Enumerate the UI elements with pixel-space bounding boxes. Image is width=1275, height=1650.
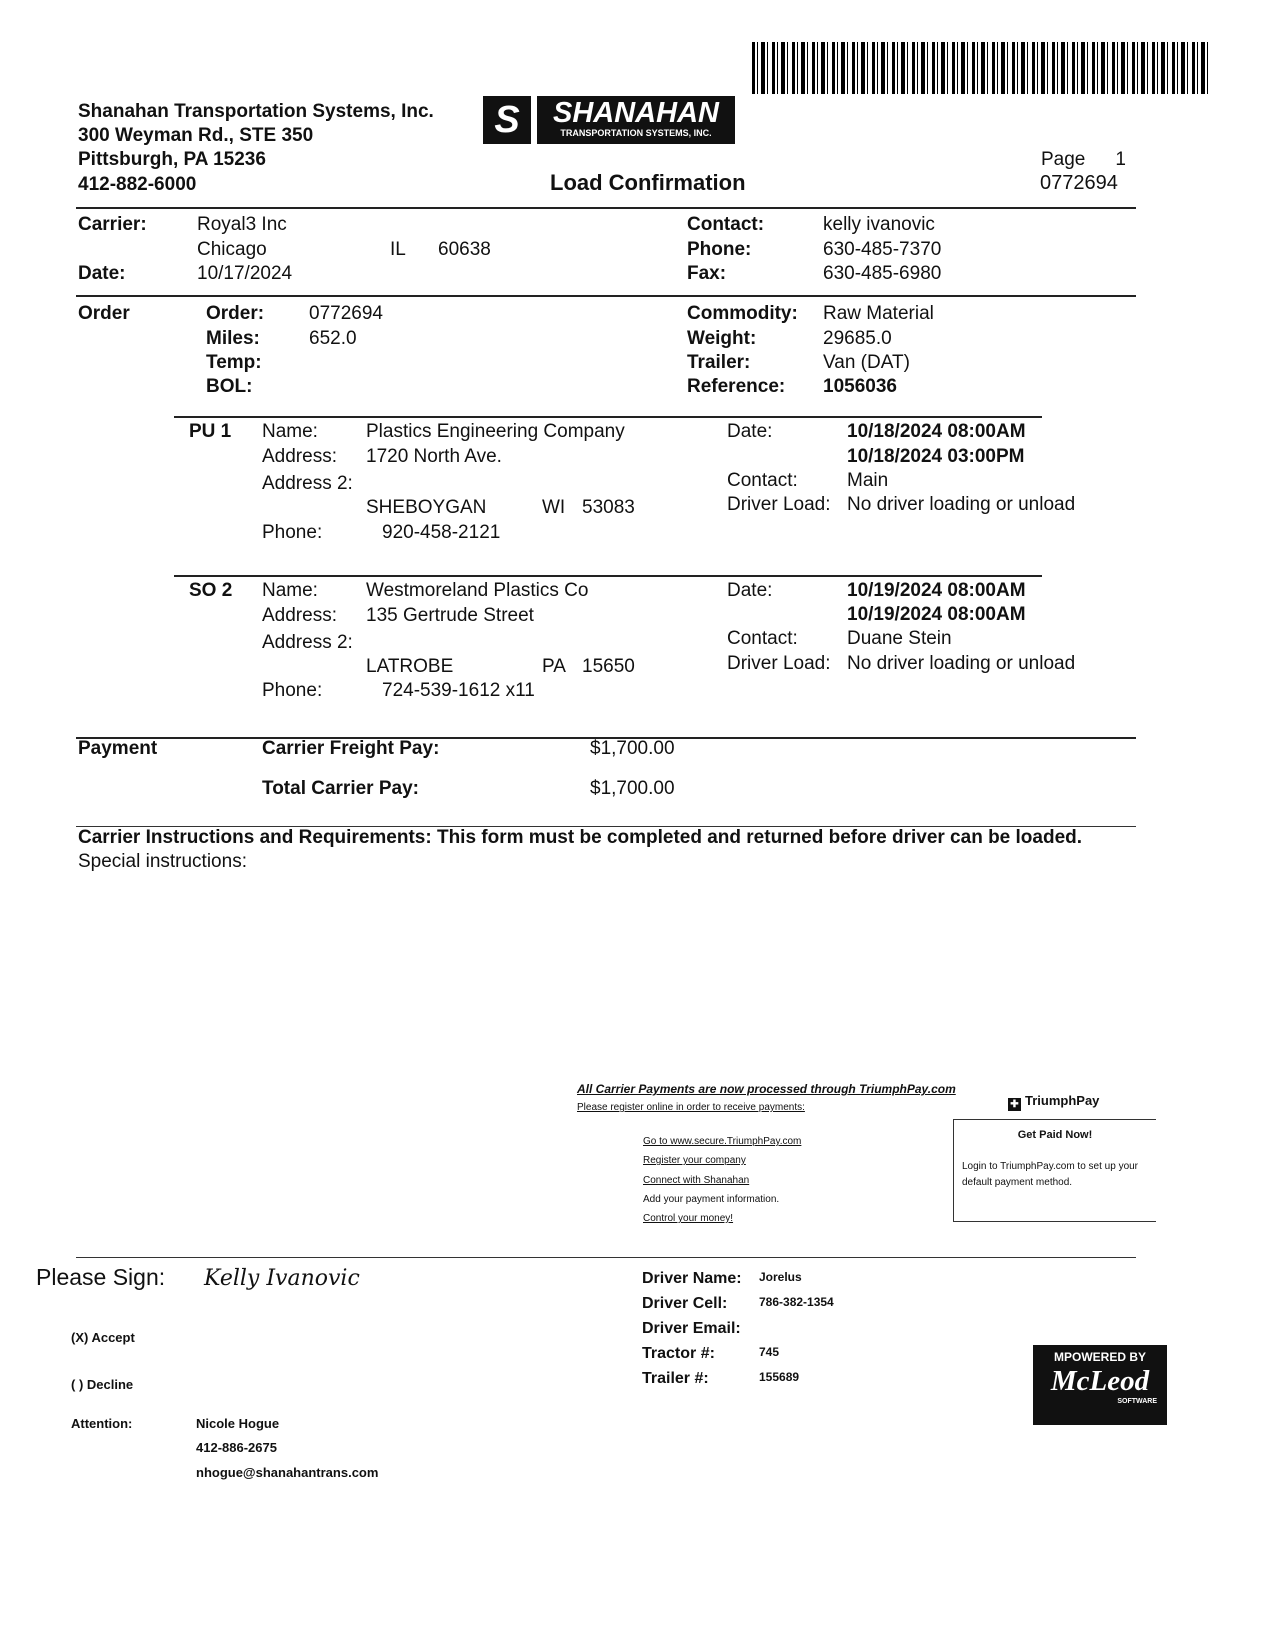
accept-option[interactable]: (X) Accept xyxy=(71,1330,135,1345)
order-section-label: Order xyxy=(78,303,130,324)
divider xyxy=(76,295,1136,297)
stop-state: PA xyxy=(542,656,566,677)
mcleod-logo xyxy=(1033,1345,1167,1425)
mcleod-top: MPOWERED BY xyxy=(1053,1350,1146,1364)
attention-label: Attention: xyxy=(71,1416,133,1431)
mcleod-brand: McLeod xyxy=(1050,1365,1150,1397)
trailer-label: Trailer: xyxy=(687,352,751,373)
fax-label: Fax: xyxy=(687,263,727,284)
barcode xyxy=(752,42,1212,94)
stop-address-label: Address: xyxy=(262,605,337,626)
stop-name-label: Name: xyxy=(262,421,318,442)
triumph-box xyxy=(953,1119,1156,1222)
bol-label: BOL: xyxy=(206,376,253,397)
stop-date-1: 10/18/2024 08:00AM xyxy=(847,421,1026,442)
date-value: 10/17/2024 xyxy=(197,263,293,284)
driver-email-label: Driver Email: xyxy=(642,1320,741,1337)
special-instructions: Special instructions: xyxy=(78,851,247,872)
divider xyxy=(174,416,1042,418)
fax-value: 630-485-6980 xyxy=(823,263,942,284)
attention-name: Nicole Hogue xyxy=(196,1416,280,1431)
commodity-label: Commodity: xyxy=(687,303,798,324)
stop-driver-load: No driver loading or unload xyxy=(847,494,1076,515)
stop-address2-label: Address 2: xyxy=(262,632,353,653)
triumph-step-link[interactable]: Control your money! xyxy=(643,1213,734,1224)
stop-city: SHEBOYGAN xyxy=(366,497,487,518)
stop-name-label: Name: xyxy=(262,580,318,601)
stop-code: SO 2 xyxy=(189,580,233,601)
tractor-label: Tractor #: xyxy=(642,1345,715,1362)
triumph-step-link[interactable]: Register your company xyxy=(643,1155,746,1166)
stop-contact: Main xyxy=(847,470,889,491)
stop-date-label: Date: xyxy=(727,580,773,601)
stop-driver-load: No driver loading or unload xyxy=(847,653,1076,674)
payment-section-label: Payment xyxy=(78,738,158,759)
shanahan-logo xyxy=(483,96,735,144)
logo-s-icon: S xyxy=(483,96,531,144)
decline-option[interactable]: ( ) Decline xyxy=(71,1377,134,1392)
stop-phone: 920-458-2121 xyxy=(382,522,501,543)
phone-value: 630-485-7370 xyxy=(823,239,942,260)
company-address2: Pittsburgh, PA 15236 xyxy=(78,149,266,170)
date-label: Date: xyxy=(78,263,126,284)
temp-label: Temp: xyxy=(206,352,262,373)
header-order-number: 0772694 xyxy=(1040,172,1118,194)
divider xyxy=(174,575,1042,577)
carrier-city: Chicago xyxy=(197,239,267,260)
page-label: Page 1 xyxy=(1041,149,1126,170)
stop-date-1: 10/19/2024 08:00AM xyxy=(847,580,1026,601)
triumph-box-text: Login to TriumphPay.com to set up your default payment method. xyxy=(962,1161,1139,1188)
company-phone: 412-882-6000 xyxy=(78,174,197,195)
triumph-icon: ✚ xyxy=(1008,1098,1021,1111)
stop-phone: 724-539-1612 x11 xyxy=(382,680,535,701)
freight-pay-label: Carrier Freight Pay: xyxy=(262,738,440,759)
stop-address: 1720 North Ave. xyxy=(366,446,502,467)
divider xyxy=(76,207,1136,209)
miles-value: 652.0 xyxy=(309,328,357,349)
stop-name: Westmoreland Plastics Co xyxy=(366,580,589,601)
trailer-number-value: 155689 xyxy=(759,1370,800,1384)
mcleod-sub: SOFTWARE xyxy=(1117,1398,1157,1405)
trailer-number-label: Trailer #: xyxy=(642,1370,709,1387)
carrier-label: Carrier: xyxy=(78,214,147,235)
triumph-step-link[interactable]: Connect with Shanahan xyxy=(643,1175,750,1186)
stop-state: WI xyxy=(542,497,566,518)
driver-cell-label: Driver Cell: xyxy=(642,1295,728,1312)
total-pay-value: $1,700.00 xyxy=(590,778,675,799)
trailer-value: Van (DAT) xyxy=(823,352,910,373)
contact-label: Contact: xyxy=(687,214,765,235)
carrier-name: Royal3 Inc xyxy=(197,214,287,235)
logo-subtitle: TRANSPORTATION SYSTEMS, INC. xyxy=(560,128,712,138)
order-label: Order: xyxy=(206,303,265,324)
driver-name: Jorelus xyxy=(759,1270,802,1284)
stop-address2-label: Address 2: xyxy=(262,473,353,494)
company-name: Shanahan Transportation Systems, Inc. xyxy=(78,101,434,122)
reference-value: 1056036 xyxy=(823,376,897,397)
total-pay-label: Total Carrier Pay: xyxy=(262,778,419,799)
driver-name-label: Driver Name: xyxy=(642,1270,742,1287)
stop-contact-label: Contact: xyxy=(727,628,798,649)
triumph-headline: All Carrier Payments are now processed through TriumphPay.com xyxy=(577,1082,956,1096)
stop-zip: 15650 xyxy=(582,656,635,677)
triumph-step-link[interactable]: Go to www.secure.TriumphPay.com xyxy=(643,1136,802,1147)
company-address1: 300 Weyman Rd., STE 350 xyxy=(78,125,314,146)
please-sign-label: Please Sign: xyxy=(36,1264,166,1290)
reference-label: Reference: xyxy=(687,376,786,397)
order-value: 0772694 xyxy=(309,303,383,324)
stop-code: PU 1 xyxy=(189,421,232,442)
stop-date-2: 10/18/2024 03:00PM xyxy=(847,446,1025,467)
divider xyxy=(76,1257,1136,1258)
driver-cell: 786-382-1354 xyxy=(759,1295,834,1309)
phone-label: Phone: xyxy=(687,239,752,260)
stop-address: 135 Gertrude Street xyxy=(366,605,534,626)
instructions-heading: Carrier Instructions and Requirements: This form must be completed and returned before driver can be loaded. xyxy=(78,827,1083,848)
stop-driver-load-label: Driver Load: xyxy=(727,494,831,515)
attention-phone: 412-886-2675 xyxy=(196,1440,277,1455)
stop-city: LATROBE xyxy=(366,656,454,677)
stop-zip: 53083 xyxy=(582,497,635,518)
stop-date-2: 10/19/2024 08:00AM xyxy=(847,604,1026,625)
stop-phone-label: Phone: xyxy=(262,680,323,701)
stop-address-label: Address: xyxy=(262,446,337,467)
page-number: 1 xyxy=(1115,149,1126,170)
page-title: Load Confirmation xyxy=(550,170,746,195)
stop-contact: Duane Stein xyxy=(847,628,952,649)
stop-driver-load-label: Driver Load: xyxy=(727,653,831,674)
attention-email: nhogue@shanahantrans.com xyxy=(196,1465,379,1480)
contact-value: kelly ivanovic xyxy=(823,214,935,235)
signature: Kelly Ivanovic xyxy=(204,1266,360,1291)
stop-date-label: Date: xyxy=(727,421,773,442)
logo-wordmark: SHANAHAN xyxy=(553,97,719,129)
triumph-box-title: Get Paid Now! xyxy=(1017,1129,1093,1141)
stop-phone-label: Phone: xyxy=(262,522,323,543)
carrier-zip: 60638 xyxy=(438,239,491,260)
triumph-register: Please register online in order to receive payments: xyxy=(577,1102,805,1113)
stop-name: Plastics Engineering Company xyxy=(366,421,625,442)
triumph-step: Add your payment information. xyxy=(643,1194,780,1205)
tractor-value: 745 xyxy=(759,1345,780,1359)
triumph-brand: ✚ TriumphPay xyxy=(1008,1093,1099,1111)
weight-label: Weight: xyxy=(687,328,757,349)
carrier-state: IL xyxy=(390,239,406,260)
weight-value: 29685.0 xyxy=(823,328,892,349)
commodity-value: Raw Material xyxy=(823,303,934,324)
freight-pay-value: $1,700.00 xyxy=(590,738,675,759)
miles-label: Miles: xyxy=(206,328,260,349)
stop-contact-label: Contact: xyxy=(727,470,798,491)
